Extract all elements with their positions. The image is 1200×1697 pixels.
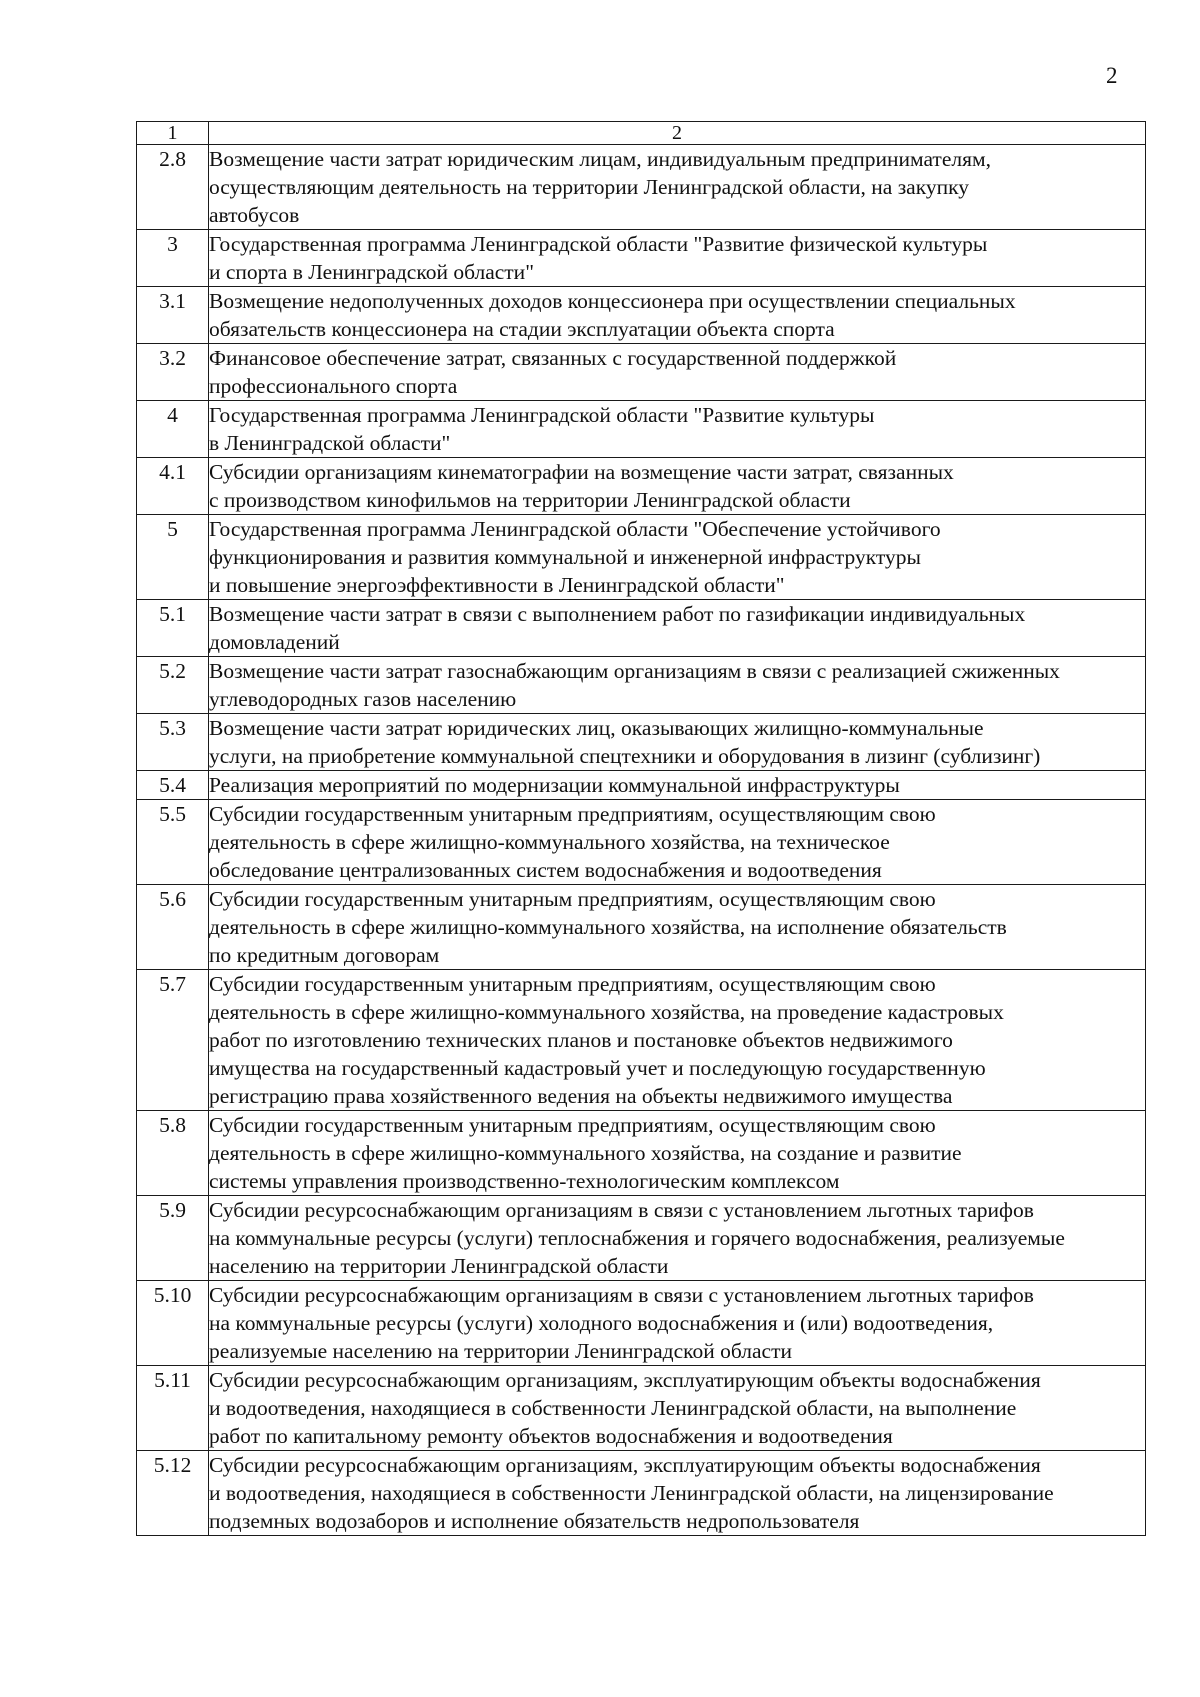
table-row xyxy=(137,1451,1146,1536)
row-number: 5 xyxy=(137,515,209,600)
table-row xyxy=(137,401,1146,458)
row-number: 5.11 xyxy=(137,1366,209,1451)
row-number: 5.9 xyxy=(137,1196,209,1281)
row-number: 5.10 xyxy=(137,1281,209,1366)
row-number: 4 xyxy=(137,401,209,458)
row-number: 5.7 xyxy=(137,970,209,1111)
row-description: Возмещение части затрат в связи с выполнением работ по газификации индивидуальных домовладений xyxy=(209,600,1146,657)
row-number: 5.1 xyxy=(137,600,209,657)
row-number: 5.2 xyxy=(137,657,209,714)
row-description: Финансовое обеспечение затрат, связанных с государственной поддержкой профессионального спорта xyxy=(209,344,1146,401)
row-description: Государственная программа Ленинградской области "Обеспечение устойчивого функционирования и развития коммунальной и инженерной инфраструктуры и повышение энергоэффективности в Ленинградской области" xyxy=(209,515,1146,600)
table-row xyxy=(137,287,1146,344)
table-row xyxy=(137,230,1146,287)
row-description: Государственная программа Ленинградской области "Развитие культуры в Ленинградской области" xyxy=(209,401,1146,458)
row-description: Возмещение части затрат юридическим лицам, индивидуальным предпринимателям, осуществляющим деятельность на территории Ленинградской области, на закупку автобусов xyxy=(209,145,1146,230)
row-description: Субсидии государственным унитарным предприятиям, осуществляющим свою деятельность в сфере жилищно-коммунального хозяйства, на исполнение обязательств по кредитным договорам xyxy=(209,885,1146,970)
row-description: Реализация мероприятий по модернизации коммунальной инфраструктуры xyxy=(209,771,1146,800)
row-description: Возмещение части затрат юридических лиц, оказывающих жилищно-коммунальные услуги, на приобретение коммунальной спецтехники и оборудования в лизинг (сублизинг) xyxy=(209,714,1146,771)
table-row xyxy=(137,885,1146,970)
table-row xyxy=(137,458,1146,515)
page-number: 2 xyxy=(1106,63,1118,88)
row-description: Субсидии организациям кинематографии на возмещение части затрат, связанных с производством кинофильмов на территории Ленинградской области xyxy=(209,458,1146,515)
table-row xyxy=(137,800,1146,885)
row-description: Возмещение части затрат газоснабжающим организациям в связи с реализацией сжиженных углеводородных газов населению xyxy=(209,657,1146,714)
row-number: 5.12 xyxy=(137,1451,209,1536)
row-number: 4.1 xyxy=(137,458,209,515)
table-row xyxy=(137,145,1146,230)
row-description: Субсидии ресурсоснабжающим организациям, эксплуатирующим объекты водоснабжения и водоотведения, находящиеся в собственности Ленинградской области, на лицензирование подземных водозаборов и исполнение обязательств недропользователя xyxy=(209,1451,1146,1536)
row-description: Государственная программа Ленинградской области "Развитие физической культуры и спорта в Ленинградской области" xyxy=(209,230,1146,287)
row-description: Субсидии государственным унитарным предприятиям, осуществляющим свою деятельность в сфере жилищно-коммунального хозяйства, на создание и развитие системы управления производственно-технологическим комплексом xyxy=(209,1111,1146,1196)
row-description: Субсидии ресурсоснабжающим организациям в связи с установлением льготных тарифов на коммунальные ресурсы (услуги) холодного водоснабжения и (или) водоотведения, реализуемые населению на территории Ленинградской области xyxy=(209,1281,1146,1366)
table-row xyxy=(137,1281,1146,1366)
table-row xyxy=(137,970,1146,1111)
row-number: 3.1 xyxy=(137,287,209,344)
table-row xyxy=(137,657,1146,714)
table-row xyxy=(137,714,1146,771)
table-row xyxy=(137,771,1146,800)
table-row xyxy=(137,515,1146,600)
row-number: 5.8 xyxy=(137,1111,209,1196)
row-description: Субсидии ресурсоснабжающим организациям в связи с установлением льготных тарифов на коммунальные ресурсы (услуги) теплоснабжения и горячего водоснабжения, реализуемые населению на территории Ленинградской области xyxy=(209,1196,1146,1281)
table-row xyxy=(137,344,1146,401)
table-header-row xyxy=(137,122,1146,145)
row-description: Субсидии государственным унитарным предприятиям, осуществляющим свою деятельность в сфере жилищно-коммунального хозяйства, на техническое обследование централизованных систем водоснабжения и водоотведения xyxy=(209,800,1146,885)
row-description: Субсидии ресурсоснабжающим организациям, эксплуатирующим объекты водоснабжения и водоотведения, находящиеся в собственности Ленинградской области, на выполнение работ по капитальному ремонту объектов водоснабжения и водоотведения xyxy=(209,1366,1146,1451)
table-row xyxy=(137,1196,1146,1281)
table-row xyxy=(137,1366,1146,1451)
row-number: 3 xyxy=(137,230,209,287)
program-table xyxy=(136,121,1146,1536)
header-col-2: 2 xyxy=(209,122,1146,145)
row-number: 2.8 xyxy=(137,145,209,230)
row-description: Субсидии государственным унитарным предприятиям, осуществляющим свою деятельность в сфере жилищно-коммунального хозяйства, на проведение кадастровых работ по изготовлению технических планов и постановке объектов недвижимого имущества на государственный кадастровый учет и последующую государственную регистрацию права хозяйственного ведения на объекты недвижимого имущества xyxy=(209,970,1146,1111)
header-col-1: 1 xyxy=(137,122,209,145)
row-number: 5.3 xyxy=(137,714,209,771)
row-number: 5.6 xyxy=(137,885,209,970)
table-row xyxy=(137,1111,1146,1196)
row-number: 5.5 xyxy=(137,800,209,885)
row-description: Возмещение недополученных доходов концессионера при осуществлении специальных обязательств концессионера на стадии эксплуатации объекта спорта xyxy=(209,287,1146,344)
table-row xyxy=(137,600,1146,657)
table-body xyxy=(137,122,1146,1536)
row-number: 5.4 xyxy=(137,771,209,800)
row-number: 3.2 xyxy=(137,344,209,401)
